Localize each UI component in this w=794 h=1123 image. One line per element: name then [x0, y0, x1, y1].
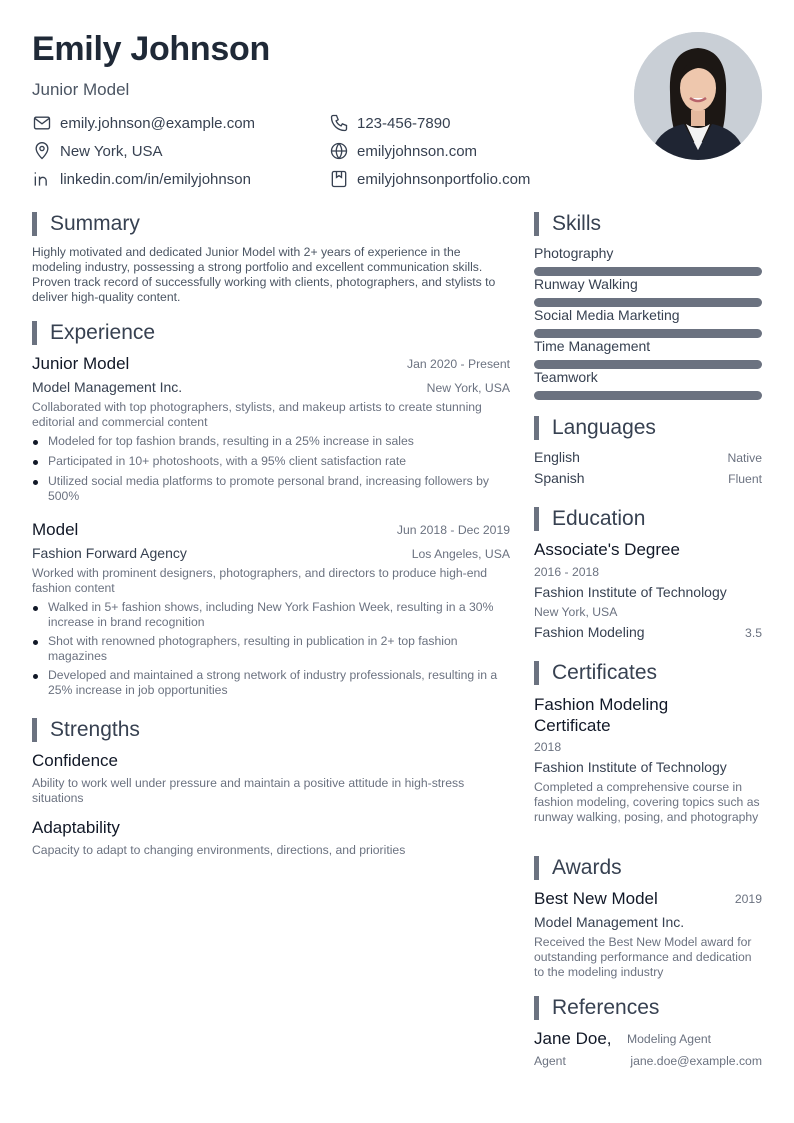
skill-name: Social Media Marketing — [534, 307, 680, 323]
certificate-title: Fashion Modeling Certificate — [534, 695, 669, 735]
job-bullet: Utilized social media platforms to promote personal brand, increasing followers by 500% — [48, 474, 510, 504]
candidate-title: Junior Model — [32, 80, 130, 99]
contact-email[interactable] — [32, 112, 255, 134]
section-title: Summary — [50, 212, 140, 235]
globe-icon — [329, 141, 349, 161]
skill-name: Photography — [534, 245, 614, 261]
certificate-year: 2018 — [534, 740, 562, 754]
section-strengths-heading — [32, 718, 140, 742]
job-bullet: Participated in 10+ photoshoots, with a 95% client satisfaction rate — [48, 454, 510, 469]
job-company: Fashion Forward Agency — [32, 545, 187, 561]
award-description: Received the Best New Model award for outstanding performance and dedication to the modeling industry — [534, 935, 752, 979]
certificate-issuer: Fashion Institute of Technology — [534, 759, 727, 775]
reference-position: Modeling Agent — [627, 1032, 712, 1046]
job-dates: Jan 2020 - Present — [407, 357, 510, 371]
section-skills-heading — [534, 212, 601, 236]
contact-phone[interactable] — [329, 112, 450, 134]
location-pin-icon — [32, 141, 52, 161]
section-references-heading — [534, 996, 659, 1020]
section-accent-bar — [534, 507, 539, 531]
section-certificates-heading — [534, 661, 657, 685]
certificate-description: Completed a comprehensive course in fashion modeling, covering topics such as runway walking, posing, and photography — [534, 780, 760, 824]
mail-icon — [32, 113, 52, 133]
section-title: References — [552, 996, 660, 1019]
skill-name: Time Management — [534, 338, 651, 354]
contact-website[interactable] — [329, 140, 477, 162]
section-accent-bar — [32, 321, 37, 345]
language-level: Native — [727, 451, 762, 465]
section-languages-heading — [534, 416, 656, 440]
skill-name: Teamwork — [534, 369, 598, 385]
section-title: Languages — [552, 416, 656, 439]
job-bullet: Modeled for top fashion brands, resulting in a 25% increase in sales — [48, 434, 510, 449]
strength-title: Confidence — [32, 751, 119, 770]
contact-portfolio-text: emilyjohnsonportfolio.com — [357, 170, 531, 188]
skill-item — [534, 307, 762, 323]
job-bullet: Shot with renowned photographers, resulting in publication in 2+ top fashion magazines — [48, 634, 510, 664]
section-education-heading — [534, 507, 645, 531]
skill-level-bar — [534, 298, 762, 307]
contact-location-text: New York, USA — [60, 142, 163, 160]
section-accent-bar — [32, 718, 37, 742]
reference-email[interactable]: jane.doe@example.com — [630, 1054, 762, 1068]
section-title: Experience — [50, 321, 156, 344]
education-dates: 2016 - 2018 — [534, 565, 600, 579]
contact-location — [32, 140, 163, 162]
skill-name: Runway Walking — [534, 276, 638, 292]
job-company: Model Management Inc. — [32, 379, 183, 395]
contact-email-text: emily.johnson@example.com — [60, 114, 256, 132]
section-accent-bar — [32, 212, 37, 236]
phone-icon — [329, 113, 349, 133]
section-title: Awards — [552, 856, 622, 879]
portfolio-icon — [329, 169, 349, 189]
job-location: New York, USA — [426, 381, 510, 395]
section-accent-bar — [534, 996, 539, 1020]
section-accent-bar — [534, 661, 539, 685]
award-issuer: Model Management Inc. — [534, 914, 685, 930]
reference-role: Agent — [534, 1054, 566, 1068]
summary-text: Highly motivated and dedicated Junior Model with 2+ years of experience in the modeling industry, possessing a strong portfolio and excellent communication skills. Proven track record of successfully working with clients, photographers, and stylists to deliver high-quality content. — [32, 245, 496, 304]
section-awards-heading — [534, 856, 622, 880]
profile-photo-illustration — [634, 32, 762, 160]
award-title: Best New Model — [534, 889, 658, 908]
skill-item — [534, 369, 762, 385]
job-title: Junior Model — [32, 354, 130, 373]
job-dates: Jun 2018 - Dec 2019 — [396, 523, 510, 537]
skill-item — [534, 338, 762, 354]
skill-level-bar — [534, 360, 762, 369]
education-field: Fashion Modeling — [534, 624, 645, 640]
contact-phone-text: 123-456-7890 — [357, 114, 451, 132]
job-description: Worked with prominent designers, photographers, and directors to produce high-end fashion content — [32, 566, 488, 595]
section-accent-bar — [534, 856, 539, 880]
section-summary-heading — [32, 212, 140, 236]
candidate-name: Emily Johnson — [32, 30, 270, 68]
contact-linkedin-text: linkedin.com/in/emilyjohnson — [60, 170, 251, 188]
strength-title: Adaptability — [32, 818, 120, 837]
linkedin-icon — [32, 169, 52, 189]
contact-portfolio[interactable] — [329, 168, 530, 190]
skill-item — [534, 245, 762, 261]
section-accent-bar — [534, 212, 539, 236]
contact-website-text: emilyjohnson.com — [357, 142, 478, 160]
strength-text: Capacity to adapt to changing environments, directions, and priorities — [32, 843, 406, 857]
job-location: Los Angeles, USA — [411, 547, 510, 561]
section-title: Education — [552, 507, 646, 530]
contact-linkedin[interactable] — [32, 168, 251, 190]
education-location: New York, USA — [534, 605, 618, 619]
language-name: Spanish — [534, 470, 585, 486]
section-experience-heading — [32, 321, 155, 345]
education-gpa: 3.5 — [745, 626, 762, 640]
language-level: Fluent — [728, 472, 762, 486]
skill-level-bar — [534, 267, 762, 276]
job-bullet: Developed and maintained a strong network of industry professionals, resulting in a 25% increase in job opportunities — [48, 668, 510, 698]
education-degree: Associate's Degree — [534, 540, 680, 559]
job-bullet: Walked in 5+ fashion shows, including New York Fashion Week, resulting in a 30% increase in brand recognition — [48, 600, 510, 630]
strength-text: Ability to work well under pressure and maintain a positive attitude in high-stress situations — [32, 776, 465, 805]
language-name: English — [534, 449, 580, 465]
section-title: Certificates — [552, 661, 658, 684]
section-accent-bar — [534, 416, 539, 440]
skill-item — [534, 276, 762, 292]
job-description: Collaborated with top photographers, stylists, and makeup artists to create stunning editorial and commercial content — [32, 400, 482, 429]
award-year: 2019 — [734, 892, 762, 906]
section-title: Skills — [552, 212, 602, 235]
education-school: Fashion Institute of Technology — [534, 584, 727, 600]
profile-photo — [634, 32, 762, 160]
skill-level-bar — [534, 329, 762, 338]
job-title: Model — [32, 520, 79, 539]
section-title: Strengths — [50, 718, 140, 741]
skill-level-bar — [534, 391, 762, 400]
reference-name: Jane Doe, — [534, 1029, 612, 1048]
